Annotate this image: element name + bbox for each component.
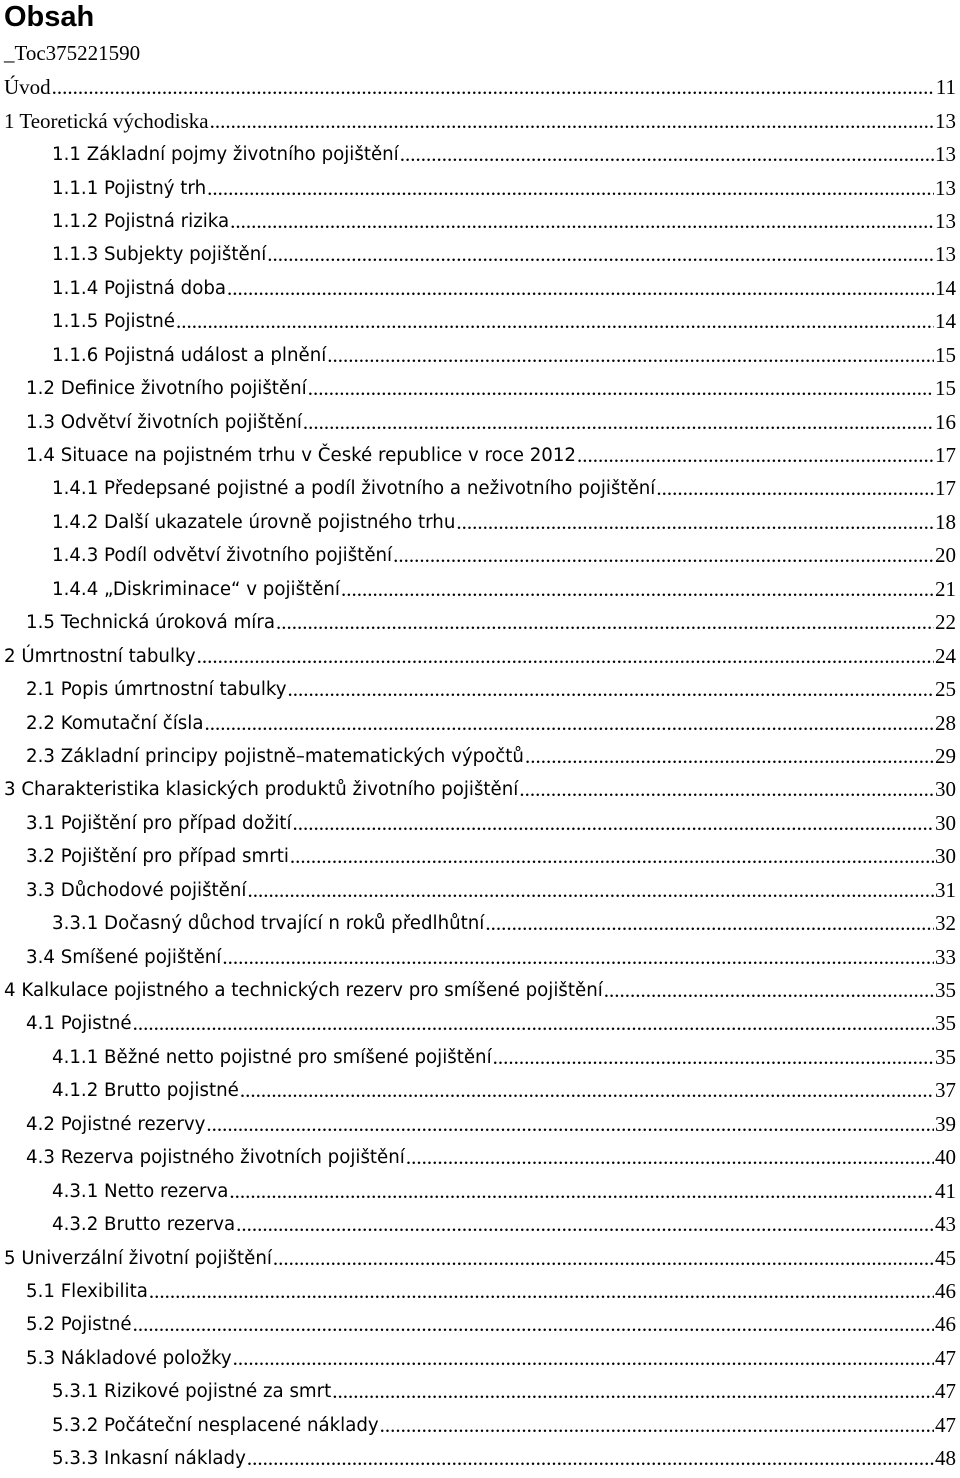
toc-dot-leader [210, 109, 934, 134]
toc-entry-page-number: 13 [935, 108, 956, 133]
toc-entry-page-number: 13 [935, 242, 956, 267]
toc-entry-page-number: 48 [935, 1446, 956, 1471]
toc-dot-leader [230, 209, 934, 234]
toc-entry[interactable] [0, 940, 960, 973]
toc-dot-leader [229, 1179, 934, 1204]
toc-entry-page-number: 47 [935, 1345, 956, 1370]
toc-dot-leader [133, 1011, 934, 1036]
toc-entry[interactable] [0, 305, 960, 338]
toc-entry-page-number: 25 [935, 677, 956, 702]
toc-entry-label: 4.3.1 Netto rezerva [52, 1180, 229, 1202]
toc-entry-label: 2.1 Popis úmrtnostní tabulky [26, 679, 287, 701]
toc-entry-label: 4.3 Rezerva pojistného životních pojištění [26, 1147, 405, 1169]
toc-entry-page-number: 33 [935, 944, 956, 969]
toc-entry-page-number: 45 [935, 1245, 956, 1270]
toc-entry[interactable] [0, 405, 960, 438]
toc-entry-label: 3.3 Důchodové pojištění [26, 879, 247, 901]
toc-entry-label: 5.3.3 Inkasní náklady [52, 1448, 246, 1470]
toc-entry-label: 3.3.1 Dočasný důchod trvající n roků předlhůtní [52, 913, 485, 935]
toc-entry-page-number: 46 [935, 1312, 956, 1337]
toc-entry[interactable] [0, 238, 960, 271]
toc-entry[interactable] [0, 673, 960, 706]
toc-entry-label: 1.1.3 Subjekty pojištění [52, 244, 267, 266]
toc-dot-leader [577, 443, 934, 468]
toc-entry[interactable] [0, 1174, 960, 1207]
toc-entry-page-number: 18 [935, 509, 956, 534]
toc-entry[interactable] [0, 1308, 960, 1341]
toc-entry-label: 5 Univerzální životní pojištění [4, 1247, 272, 1269]
toc-entry-label: 1.4.3 Podíl odvětví životního pojištění [52, 545, 393, 567]
toc-entry-page-number: 29 [935, 743, 956, 768]
toc-entry-label: 2 Úmrtnostní tabulky [4, 645, 196, 667]
toc-entry-label: 1.4.2 Další ukazatele úrovně pojistného trhu [52, 511, 456, 533]
toc-dot-leader [406, 1145, 934, 1170]
toc-entry-label: 2.2 Komutační čísla [26, 712, 204, 734]
toc-entry[interactable] [0, 907, 960, 940]
toc-entry-label: 1.1.4 Pojistná doba [52, 277, 227, 299]
toc-entry-page-number: 31 [935, 877, 956, 902]
table-of-contents [0, 71, 960, 1475]
toc-entry-page-number: 13 [935, 142, 956, 167]
toc-entry[interactable] [0, 1375, 960, 1408]
toc-entry-page-number: 15 [935, 376, 956, 401]
toc-entry[interactable] [0, 1342, 960, 1375]
toc-dot-leader [149, 1279, 934, 1304]
toc-dot-leader [133, 1312, 934, 1337]
toc-anchor-code: _Toc375221590 [4, 41, 141, 65]
toc-entry-label: 1.4 Situace na pojistném trhu v České republice v roce 2012 [26, 445, 576, 467]
toc-entry-page-number: 15 [935, 342, 956, 367]
toc-entry[interactable] [0, 1208, 960, 1241]
toc-entry-page-number: 35 [935, 1011, 956, 1036]
toc-dot-leader [332, 1379, 934, 1404]
toc-entry-label: 1.1 Základní pojmy životního pojištění [52, 144, 399, 166]
toc-entry-page-number: 17 [935, 476, 956, 501]
toc-dot-leader [247, 878, 934, 903]
toc-entry[interactable] [0, 1275, 960, 1308]
toc-entry[interactable] [0, 606, 960, 639]
toc-entry-label: 5.1 Flexibilita [26, 1280, 148, 1302]
toc-dot-leader [308, 376, 934, 401]
toc-entry-label: Úvod [4, 75, 51, 100]
toc-dot-leader [656, 476, 934, 501]
toc-entry-label: 1.1.6 Pojistná událost a plnění [52, 344, 327, 366]
toc-entry-label: 4.1 Pojistné [26, 1013, 132, 1035]
toc-entry-label: 3.1 Pojištění pro případ dožití [26, 812, 292, 834]
toc-entry-page-number: 43 [935, 1212, 956, 1237]
toc-entry-label: 3.2 Pojištění pro případ smrti [26, 846, 289, 868]
toc-entry[interactable] [0, 339, 960, 372]
toc-dot-leader [525, 744, 934, 769]
toc-entry-page-number: 35 [935, 978, 956, 1003]
toc-entry[interactable] [0, 1241, 960, 1274]
toc-entry-label: 4.1.2 Brutto pojistné [52, 1080, 239, 1102]
toc-entry-label: 4 Kalkulace pojistného a technických rezerv pro smíšené pojištění [4, 980, 603, 1002]
toc-dot-leader [233, 1346, 934, 1371]
toc-entry[interactable] [0, 840, 960, 873]
toc-dot-leader [227, 276, 934, 301]
toc-entry-page-number: 32 [935, 911, 956, 936]
toc-entry[interactable] [0, 874, 960, 907]
toc-entry-page-number: 24 [935, 643, 956, 668]
toc-entry-page-number: 39 [935, 1111, 956, 1136]
toc-dot-leader [204, 711, 934, 736]
toc-dot-leader [206, 1112, 934, 1137]
toc-entry[interactable] [0, 104, 960, 137]
toc-entry-label: 4.3.2 Brutto rezerva [52, 1214, 236, 1236]
toc-entry-page-number: 13 [935, 208, 956, 233]
toc-entry-page-number: 46 [935, 1278, 956, 1303]
toc-dot-leader [604, 978, 934, 1003]
toc-entry-page-number: 47 [935, 1379, 956, 1404]
toc-entry-label: 4.1.1 Běžné netto pojistné pro smíšené pojištění [52, 1046, 492, 1068]
toc-entry[interactable] [0, 1007, 960, 1040]
toc-dot-leader [456, 510, 934, 535]
toc-entry-page-number: 16 [935, 409, 956, 434]
toc-entry-page-number: 30 [935, 810, 956, 835]
toc-dot-leader [52, 75, 935, 100]
toc-entry-label: 1.2 Definice životního pojištění [26, 378, 307, 400]
toc-dot-leader [267, 242, 934, 267]
toc-entry[interactable] [0, 1108, 960, 1141]
toc-entry-label: 1.1.5 Pojistné [52, 311, 175, 333]
toc-entry[interactable] [0, 71, 960, 104]
toc-entry[interactable] [0, 706, 960, 739]
toc-entry[interactable] [0, 639, 960, 672]
toc-entry[interactable] [0, 506, 960, 539]
toc-entry-label: 1.4.4 „Diskriminace“ v pojištění [52, 578, 340, 600]
toc-entry[interactable] [0, 372, 960, 405]
toc-entry[interactable] [0, 1141, 960, 1174]
toc-entry[interactable] [0, 1409, 960, 1442]
toc-entry-label: 2.3 Základní principy pojistně–matematických výpočtů [26, 745, 524, 767]
toc-dot-leader [400, 142, 934, 167]
toc-entry-page-number: 47 [935, 1412, 956, 1437]
toc-entry-label: 5.3.1 Rizikové pojistné za smrt [52, 1381, 332, 1403]
toc-entry[interactable] [0, 1074, 960, 1107]
toc-dot-leader [303, 410, 934, 435]
toc-dot-leader [519, 777, 934, 802]
toc-entry-page-number: 17 [935, 443, 956, 468]
toc-entry[interactable] [0, 205, 960, 238]
toc-dot-leader [276, 610, 934, 635]
toc-dot-leader [380, 1413, 934, 1438]
toc-entry-page-number: 30 [935, 777, 956, 802]
toc-entry-page-number: 41 [935, 1178, 956, 1203]
toc-dot-leader [273, 1246, 934, 1271]
toc-entry[interactable] [0, 974, 960, 1007]
toc-dot-leader [288, 677, 934, 702]
toc-entry-label: 1.1.1 Pojistný trh [52, 177, 207, 199]
toc-entry-label: 3.4 Smíšené pojištění [26, 946, 222, 968]
toc-entry[interactable] [0, 1442, 960, 1475]
toc-entry[interactable] [0, 573, 960, 606]
toc-dot-leader [207, 176, 934, 201]
toc-entry-page-number: 30 [935, 844, 956, 869]
toc-entry-label: 1 Teoretická východiska [4, 108, 209, 133]
toc-dot-leader [290, 844, 934, 869]
toc-entry[interactable] [0, 171, 960, 204]
toc-entry[interactable] [0, 272, 960, 305]
toc-entry-label: 4.2 Pojistné rezervy [26, 1113, 206, 1135]
toc-dot-leader [236, 1212, 934, 1237]
toc-dot-leader [240, 1078, 934, 1103]
toc-entry-page-number: 20 [935, 543, 956, 568]
toc-entry[interactable] [0, 472, 960, 505]
toc-entry-label: 5.3 Nákladové položky [26, 1347, 232, 1369]
toc-entry-page-number: 35 [935, 1044, 956, 1069]
toc-entry-page-number: 21 [935, 576, 956, 601]
toc-dot-leader [493, 1045, 934, 1070]
toc-dot-leader [393, 543, 934, 568]
toc-entry-page-number: 14 [935, 275, 956, 300]
toc-entry-label: 1.5 Technická úroková míra [26, 612, 275, 634]
toc-entry[interactable] [0, 773, 960, 806]
toc-entry[interactable] [0, 138, 960, 171]
toc-dot-leader [197, 644, 934, 669]
toc-dot-leader [222, 945, 934, 970]
toc-dot-leader [176, 309, 934, 334]
toc-dot-leader [327, 343, 934, 368]
toc-entry[interactable] [0, 807, 960, 840]
toc-dot-leader [341, 577, 934, 602]
toc-entry-page-number: 37 [935, 1078, 956, 1103]
toc-entry[interactable] [0, 1041, 960, 1074]
toc-entry-label: 5.3.2 Počáteční nesplacené náklady [52, 1414, 379, 1436]
toc-entry-label: 1.4.1 Předepsané pojistné a podíl životního a neživotního pojištění [52, 478, 656, 500]
toc-entry-page-number: 13 [935, 175, 956, 200]
toc-dot-leader [485, 911, 934, 936]
page-title: Obsah [4, 1, 95, 33]
toc-entry-label: 1.3 Odvětví životních pojištění [26, 411, 302, 433]
toc-entry-page-number: 11 [935, 75, 956, 100]
toc-dot-leader [293, 811, 935, 836]
toc-entry-page-number: 28 [935, 710, 956, 735]
toc-entry[interactable] [0, 740, 960, 773]
toc-entry-label: 3 Charakteristika klasických produktů životního pojištění [4, 779, 519, 801]
toc-entry-label: 1.1.2 Pojistná rizika [52, 210, 230, 232]
toc-entry-page-number: 40 [935, 1145, 956, 1170]
toc-entry-label: 5.2 Pojistné [26, 1314, 132, 1336]
toc-entry[interactable] [0, 539, 960, 572]
toc-entry-page-number: 22 [935, 610, 956, 635]
toc-entry[interactable] [0, 439, 960, 472]
toc-dot-leader [247, 1446, 934, 1471]
toc-entry-page-number: 14 [935, 309, 956, 334]
